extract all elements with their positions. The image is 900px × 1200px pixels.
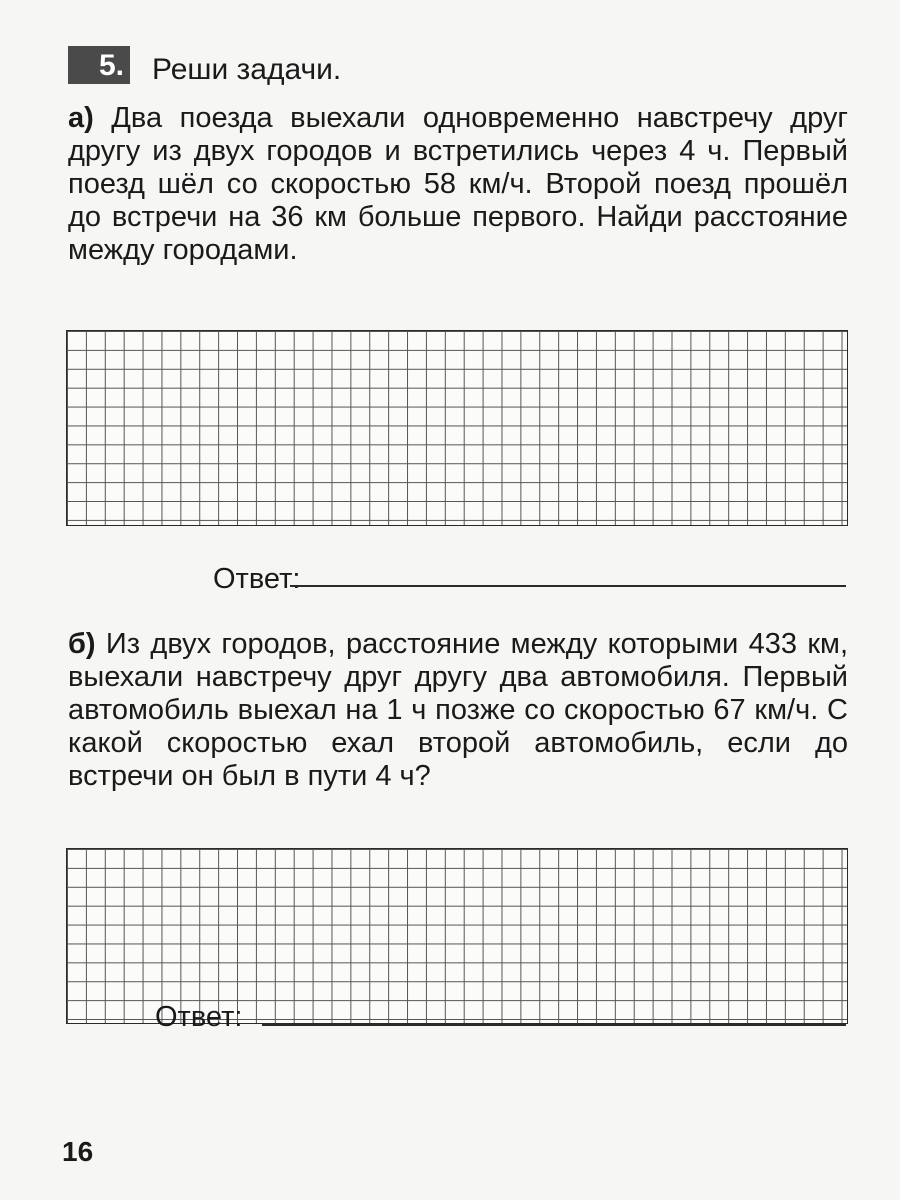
problem-b-label: б) xyxy=(68,628,96,660)
task-title: Реши задачи. xyxy=(152,53,342,86)
problem-a-text: Два поезда выехали одновременно навстречу друг другу из двух городов и встретились через 4 ч. Первый поезд шёл со скоростью 58 км/ч. Второй поезд прошёл до встречи на 36 км больше первого. Найди расстояние между городами. xyxy=(68,102,848,266)
page-number: 16 xyxy=(62,1136,94,1167)
solution-grid-a[interactable] xyxy=(66,330,848,526)
problem-a-label: а) xyxy=(68,102,94,134)
problem-b xyxy=(68,628,848,793)
problem-b-text: Из двух городов, расстояние между которыми 433 км, выехали навстречу друг другу два автомобиля. Первый автомобиль выехал на 1 ч позже со скоростью 67 км/ч. С какой скоростью ехал второй автомобиль, если до встречи он был в пути 4 ч? xyxy=(68,628,848,792)
answer-a-field[interactable] xyxy=(290,585,846,587)
task-number-badge: 5. xyxy=(68,46,130,84)
problem-a xyxy=(68,102,848,267)
answer-b-field[interactable] xyxy=(262,1024,846,1026)
answer-b-label: Ответ: xyxy=(155,1001,243,1033)
answer-a-label: Ответ: xyxy=(213,563,301,595)
solution-grid-b[interactable] xyxy=(66,848,848,1024)
